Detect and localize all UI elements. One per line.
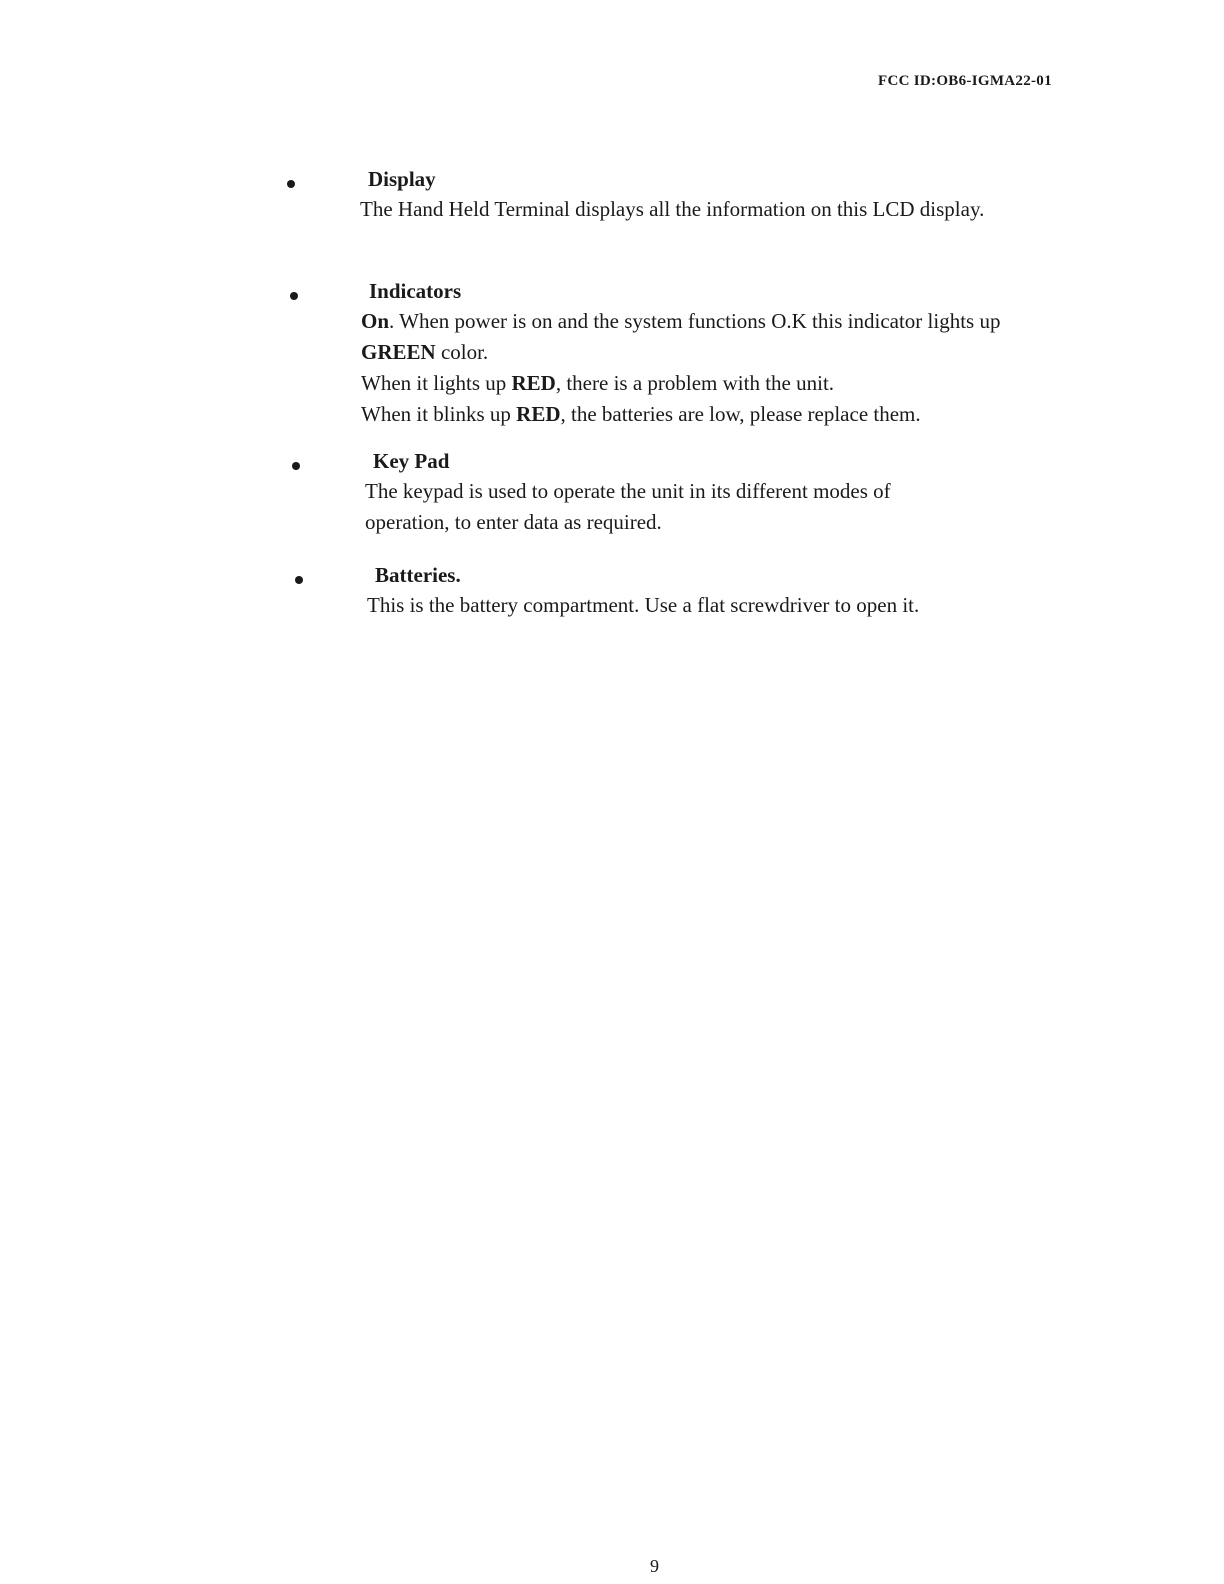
page-number: 9: [650, 1556, 659, 1576]
red-prefix: When it lights up: [361, 371, 512, 395]
bullet-icon: [287, 180, 295, 188]
section-heading: Key Pad: [373, 449, 450, 473]
red-tail: , there is a problem with the unit.: [555, 371, 835, 395]
section-display: [360, 164, 1010, 225]
section-body: The keypad is used to operate the unit in its different modes of operation, to enter data as required.: [365, 479, 891, 534]
indicator-blink-line: [361, 399, 1021, 430]
indicator-on-line: [361, 306, 1006, 368]
red-label: RED: [511, 371, 556, 395]
bullet-icon: [295, 576, 303, 584]
bullet-icon: [290, 292, 298, 300]
indicator-red-line: [361, 368, 1021, 399]
section-heading: Indicators: [369, 279, 462, 303]
section-body: This is the battery compartment. Use a flat screwdriver to open it.: [367, 593, 920, 617]
on-text: . When power is on and the system functions O.K this indicator lights up: [389, 309, 1001, 333]
section-batteries: [367, 560, 1007, 621]
section-heading: Display: [368, 167, 436, 191]
section-indicators: [361, 276, 1021, 430]
section-heading: Batteries.: [375, 563, 461, 587]
green-label: GREEN: [361, 340, 436, 364]
blink-red-label: RED: [516, 402, 561, 426]
section-keypad: [365, 446, 1005, 538]
on-label: On: [361, 309, 390, 333]
on-tail: color.: [435, 340, 489, 364]
fcc-id-header: FCC ID:OB6-IGMA22-01: [878, 73, 1052, 89]
blink-tail: , the batteries are low, please replace them.: [560, 402, 921, 426]
bullet-icon: [292, 462, 300, 470]
section-body: The Hand Held Terminal displays all the information on this LCD display.: [360, 197, 985, 221]
blink-prefix: When it blinks up: [361, 402, 517, 426]
